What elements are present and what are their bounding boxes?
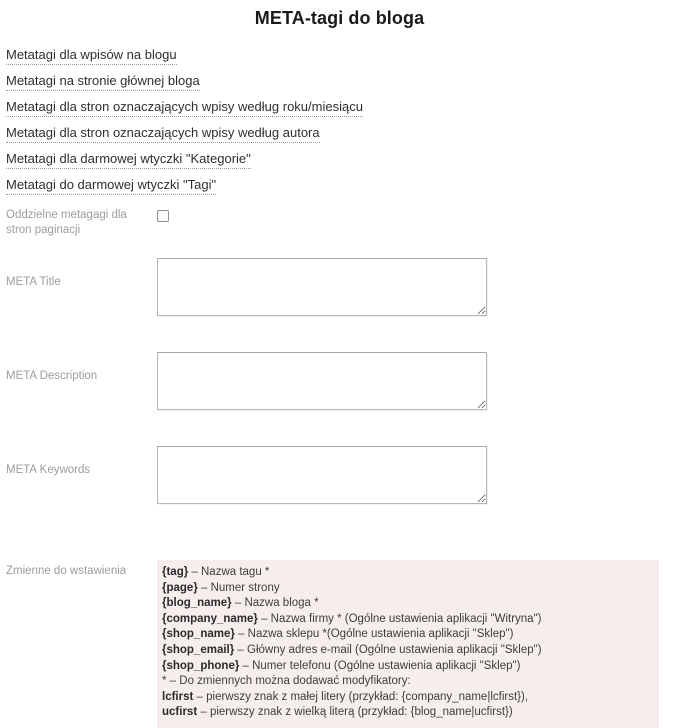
variable-line xyxy=(162,612,649,628)
variable-line xyxy=(162,705,649,721)
meta-keywords-label: META Keywords xyxy=(6,464,91,476)
variable-name: {shop_email} xyxy=(162,643,235,656)
row-variables xyxy=(6,560,679,728)
variable-name: {tag} xyxy=(162,566,189,578)
list-item xyxy=(6,150,679,169)
variable-description: – pierwszy znak z małej litery (przykład: {company_name|lcfirst}), xyxy=(193,690,529,703)
variable-description: – Numer strony xyxy=(197,581,280,594)
variable-description: – Nazwa bloga * xyxy=(231,597,319,610)
variable-line xyxy=(162,659,649,675)
variable-line xyxy=(162,690,649,706)
variable-line xyxy=(162,581,649,597)
link-blog-posts-metatags[interactable]: Metatagi dla wpisów na blogu xyxy=(6,46,177,65)
list-item xyxy=(6,176,679,195)
meta-description-input[interactable] xyxy=(157,352,487,410)
variable-description: – Główny adres e-mail (Ogólne ustawienia aplikacji "Sklep") xyxy=(234,643,542,656)
row-separate-pagination xyxy=(6,208,679,258)
separate-pagination-label: Oddzielne metagagi dla stron paginacji xyxy=(6,209,127,236)
link-categories-plugin-metatags[interactable]: Metatagi dla darmowej wtyczki "Kategorie" xyxy=(6,150,251,169)
variable-line xyxy=(162,643,649,659)
meta-section-links xyxy=(0,46,679,195)
variable-name: ucfirst xyxy=(162,706,198,719)
variable-description: – Nazwa firmy * (Ogólne ustawienia aplikacji "Witryna") xyxy=(257,612,542,625)
variable-description: – pierwszy znak z wielką literą (przykład: {blog_name|ucfirst}) xyxy=(197,706,513,719)
meta-title-label: META Title xyxy=(6,276,61,288)
list-item xyxy=(6,124,679,143)
variable-name: {company_name} xyxy=(162,612,258,625)
row-meta-keywords xyxy=(6,446,679,540)
row-meta-description xyxy=(6,352,679,446)
meta-title-control xyxy=(157,258,679,316)
variable-description: – Numer telefonu (Ogólne ustawienia aplikacji "Sklep") xyxy=(239,659,521,672)
row-meta-title xyxy=(6,258,679,352)
variable-description: – Nazwa sklepu *(Ogólne ustawienia aplikacji "Sklep") xyxy=(234,628,514,641)
link-author-archive-metatags[interactable]: Metatagi dla stron oznaczających wpisy według autora xyxy=(6,124,320,143)
separate-pagination-control xyxy=(157,208,679,222)
variable-line xyxy=(162,627,649,643)
variable-line xyxy=(162,565,649,581)
variable-line xyxy=(162,596,649,612)
variable-description: – Nazwa tagu * xyxy=(188,566,270,578)
meta-description-control xyxy=(157,352,679,410)
variable-name: {shop_phone} xyxy=(162,659,240,672)
variables-help-box xyxy=(157,560,659,728)
link-blog-homepage-metatags[interactable]: Metatagi na stronie głównej bloga xyxy=(6,72,200,91)
meta-description-label: META Description xyxy=(6,370,98,382)
link-tags-plugin-metatags[interactable]: Metatagi do darmowej wtyczki "Tagi" xyxy=(6,176,216,195)
variable-name: {shop_name} xyxy=(162,628,235,641)
meta-keywords-input[interactable] xyxy=(157,446,487,504)
meta-tags-form xyxy=(0,208,679,728)
list-item xyxy=(6,46,679,65)
variable-line xyxy=(162,674,649,690)
meta-title-input[interactable] xyxy=(157,258,487,316)
variable-description: * – Do zmiennych można dodawać modyfikatory: xyxy=(162,675,411,688)
separate-pagination-checkbox[interactable] xyxy=(157,210,169,222)
variables-control xyxy=(157,560,679,728)
list-item xyxy=(6,98,679,117)
meta-keywords-control xyxy=(157,446,679,504)
variable-name: {page} xyxy=(162,581,198,594)
list-item xyxy=(6,72,679,91)
variable-name: {blog_name} xyxy=(162,597,232,610)
page-title: META-tagi do bloga xyxy=(254,8,425,28)
link-year-month-archive-metatags[interactable]: Metatagi dla stron oznaczających wpisy według roku/miesiącu xyxy=(6,98,363,117)
variable-name: lcfirst xyxy=(162,690,194,703)
variables-label: Zmienne do wstawienia xyxy=(6,565,127,577)
